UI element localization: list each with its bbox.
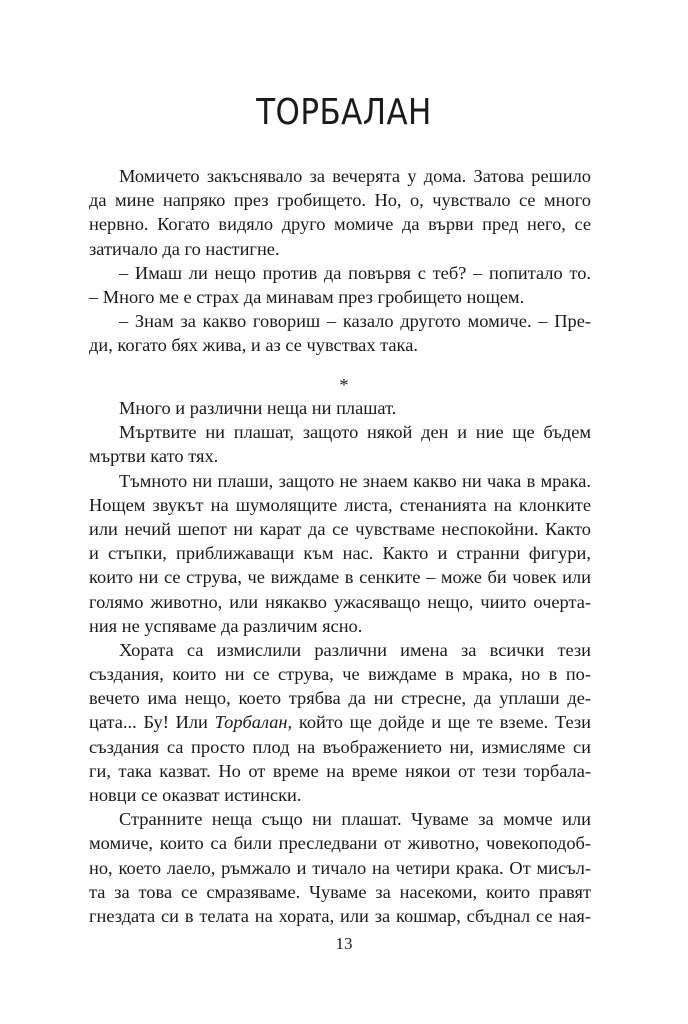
- text-line: мъртви като тях.: [89, 446, 219, 467]
- section-break-asterisk: *: [339, 375, 349, 395]
- text-line: – Имаш ли нещо против да повървя с теб? – попитало то.: [119, 262, 591, 283]
- text-line: – Знам за какво говориш – казало другото момиче. – Пре-: [119, 311, 591, 332]
- text-line: създания, които ни се струва, че виждаме в мрака, но в по-: [89, 664, 591, 685]
- text-line: Нощем звукът на шумолящите листа, стенанията на клонките: [89, 494, 591, 515]
- text-fragment: цата... Бу! Или: [89, 712, 215, 733]
- text-line: ди, когато бях жива, и аз се чувствах така.: [89, 335, 418, 356]
- text-line: момиче, които са били преследвани от животно, човекоподоб-: [89, 833, 591, 854]
- text-line: ния не успяваме да различим ясно.: [89, 615, 363, 636]
- text-line: гнездата си в телата на хората, или за кошмар, сбъднал се ная-: [89, 905, 591, 926]
- text-line: [89, 710, 591, 734]
- text-fragment: който ще дойде и ще те вземе. Тези: [292, 712, 591, 733]
- text-line: голямо животно, или някакво ужасяващо нещо, чиито очерта-: [89, 591, 591, 612]
- text-line: или нечий шепот ни карат да се чувстваме неспокойни. Както: [89, 518, 591, 539]
- text-line: Момичето закъснявало за вечерята у дома. Затова решило: [119, 166, 591, 186]
- text-line: нервно. Когато видяло друго момиче да върви пред него, се: [89, 214, 591, 235]
- italic-term: Торбалан,: [214, 712, 293, 733]
- story-text: [89, 164, 591, 358]
- text-line: Много и различни неща ни плашат.: [119, 398, 397, 418]
- text-line: но, което лаело, ръмжало и тичало на четири крака. От мисъл-: [89, 857, 591, 878]
- text-line: – Много ме е страх да минавам през гробището нощем.: [89, 286, 525, 307]
- text-line: да мине напряко през гробището. Но, о, чувствало се много: [89, 190, 591, 211]
- chapter-title: ТОРБАЛАН: [256, 92, 432, 133]
- text-line: та за това се смразяваме. Чуваме за насекоми, които правят: [89, 881, 591, 902]
- essay-text: [89, 396, 591, 928]
- text-line: вечето има нещо, което трябва да ни стресне, да уплаши де-: [89, 688, 591, 709]
- text-line: които ни се струва, че виждаме в сенките – може би човек или: [89, 567, 591, 588]
- text-line: Странните неща също ни плашат. Чуваме за момче или: [119, 809, 591, 830]
- text-line: Тъмното ни плаши, защото не знаем какво ни чака в мрака.: [119, 470, 591, 491]
- page-number: 13: [335, 934, 353, 953]
- text-line: новци се оказват истински.: [89, 785, 302, 805]
- text-line: затичало да го настигне.: [89, 238, 280, 259]
- text-line: създания са просто плод на въображението ни, измисляме си: [89, 736, 591, 757]
- text-line: ги, така казват. Но от време на време някои от тези торбала-: [89, 760, 591, 781]
- text-line: и стъпки, приближаващи към нас. Както и странни фигури,: [89, 543, 591, 564]
- text-line: Хората са измислили различни имена за всички тези: [119, 639, 591, 660]
- text-line: Мъртвите ни плашат, защото някой ден и ние ще бъдем: [119, 422, 591, 443]
